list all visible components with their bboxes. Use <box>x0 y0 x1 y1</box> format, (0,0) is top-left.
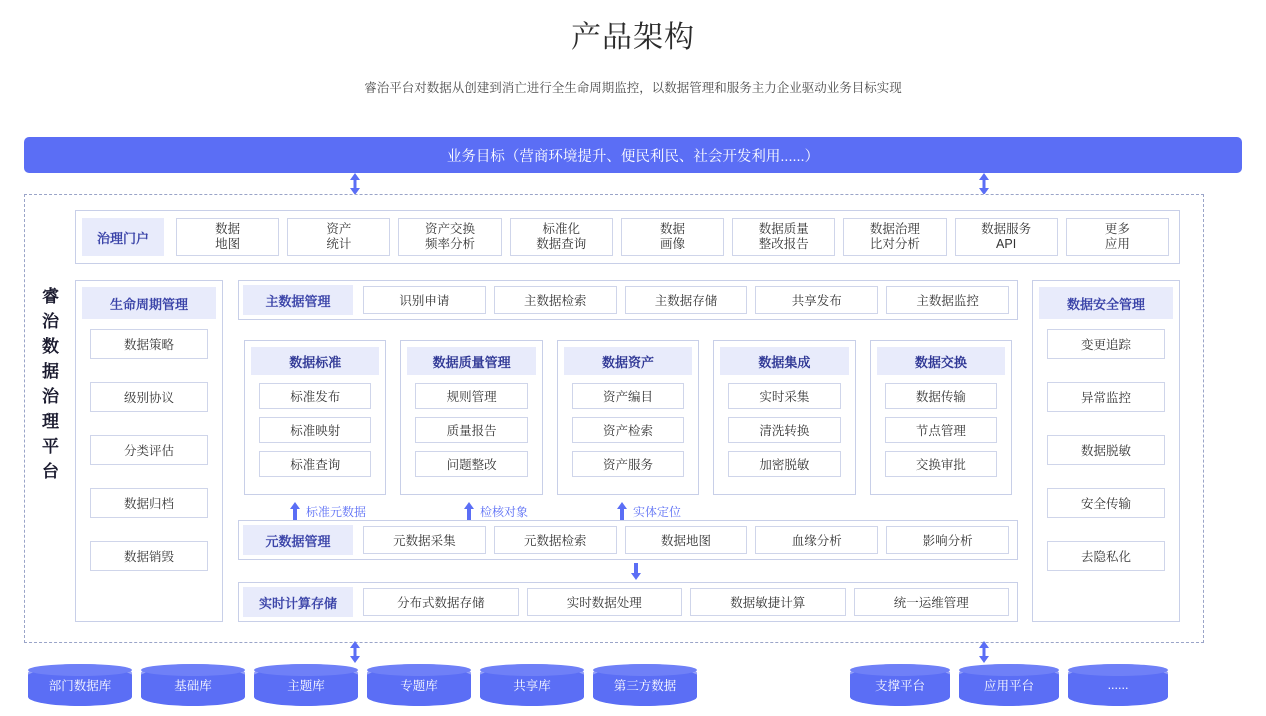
panel-data-asset <box>557 340 699 495</box>
panel-item[interactable]: 标准映射 <box>259 417 371 443</box>
page-title: 产品架构 <box>571 21 695 54</box>
governance-portal-row <box>75 210 1180 264</box>
panel-head: 数据集成 <box>720 347 848 375</box>
arrow-down-metadata-realtime <box>630 563 642 580</box>
master-data-row <box>238 280 1018 320</box>
panel-item[interactable]: 加密脱敏 <box>728 451 840 477</box>
platform-cyl-label: 支撑平台 <box>874 679 925 693</box>
data-sources-row <box>0 664 1266 716</box>
lifecycle-item[interactable]: 数据归档 <box>90 488 208 518</box>
security-item[interactable]: 异常监控 <box>1047 382 1165 412</box>
database-cylinder[interactable] <box>367 664 471 706</box>
portal-item[interactable]: 资产交换 频率分析 <box>398 218 501 256</box>
panel-item[interactable]: 数据传输 <box>885 383 997 409</box>
metadata-item[interactable]: 血缘分析 <box>755 526 878 554</box>
metadata-head: 元数据管理 <box>243 525 353 555</box>
platform-vertical-label: 睿 治 数 据 治 理 平 台 <box>42 287 60 481</box>
metadata-item[interactable]: 影响分析 <box>886 526 1009 554</box>
center-stack <box>238 280 1018 622</box>
lifecycle-item[interactable]: 分类评估 <box>90 435 208 465</box>
connector-label: 检核对象 <box>480 505 529 519</box>
database-label: 主题库 <box>287 679 325 693</box>
lifecycle-management-panel <box>75 280 223 622</box>
database-label: 专题库 <box>400 679 438 693</box>
master-data-head: 主数据管理 <box>243 285 353 315</box>
metadata-item[interactable]: 元数据采集 <box>363 526 486 554</box>
panel-data-standard <box>244 340 386 495</box>
database-label: 第三方数据 <box>613 679 677 693</box>
panel-data-exchange <box>870 340 1012 495</box>
panel-item[interactable]: 资产编目 <box>572 383 684 409</box>
platform-cylinder[interactable] <box>959 664 1059 706</box>
connector-label: 实体定位 <box>633 505 682 519</box>
panel-item[interactable]: 资产检索 <box>572 417 684 443</box>
database-label: 部门数据库 <box>48 679 112 693</box>
master-data-item[interactable]: 主数据存储 <box>625 286 748 314</box>
page-subtitle: 睿治平台对数据从创建到消亡进行全生命周期监控，以数据管理和服务主力企业驱动业务目标实现 <box>364 81 902 95</box>
realtime-compute-row <box>238 582 1018 622</box>
panel-data-quality <box>400 340 542 495</box>
master-data-item[interactable]: 主数据监控 <box>886 286 1009 314</box>
business-goal-bar <box>24 137 1242 173</box>
portal-item[interactable]: 数据治理 比对分析 <box>843 218 946 256</box>
panel-item[interactable]: 节点管理 <box>885 417 997 443</box>
panel-head: 数据资产 <box>564 347 692 375</box>
arrow-up-down-bottom-right <box>976 640 992 664</box>
database-cylinder[interactable] <box>593 664 697 706</box>
panel-head: 数据质量管理 <box>407 347 535 375</box>
security-item[interactable]: 变更追踪 <box>1047 329 1165 359</box>
portal-item[interactable]: 数据质量 整改报告 <box>732 218 835 256</box>
data-security-panel <box>1032 280 1180 622</box>
security-item[interactable]: 安全传输 <box>1047 488 1165 518</box>
realtime-item[interactable]: 实时数据处理 <box>527 588 683 616</box>
security-item[interactable]: 数据脱敏 <box>1047 435 1165 465</box>
realtime-item[interactable]: 数据敏捷计算 <box>690 588 846 616</box>
panel-item[interactable]: 标准查询 <box>259 451 371 477</box>
panel-data-integration <box>713 340 855 495</box>
security-item[interactable]: 去隐私化 <box>1047 541 1165 571</box>
business-goal-label: 业务目标（营商环境提升、便民利民、社会开发利用......） <box>446 148 820 165</box>
security-head: 数据安全管理 <box>1039 287 1173 319</box>
portal-item[interactable]: 更多 应用 <box>1066 218 1169 256</box>
arrow-up-standard-metadata <box>289 502 301 520</box>
lifecycle-item[interactable]: 数据销毁 <box>90 541 208 571</box>
platform-cyl-label: ...... <box>1107 678 1129 692</box>
architecture-diagram <box>0 12 1266 716</box>
arrow-up-quality-metadata <box>463 502 475 520</box>
panel-item[interactable]: 质量报告 <box>415 417 527 443</box>
capability-panels <box>244 340 1012 495</box>
portal-item[interactable]: 标准化 数据查询 <box>510 218 613 256</box>
panel-item[interactable]: 交换审批 <box>885 451 997 477</box>
panel-head: 数据交换 <box>877 347 1005 375</box>
platform-cyl-label: 应用平台 <box>983 679 1034 693</box>
arrow-up-down-left <box>347 172 363 196</box>
platform-cylinder[interactable] <box>1068 664 1168 706</box>
database-label: 共享库 <box>513 679 551 693</box>
arrow-up-asset-metadata <box>616 502 628 520</box>
panel-item[interactable]: 实时采集 <box>728 383 840 409</box>
metadata-management-row <box>238 520 1018 560</box>
panel-item[interactable]: 规则管理 <box>415 383 527 409</box>
panel-item[interactable]: 资产服务 <box>572 451 684 477</box>
governance-portal-head: 治理门户 <box>82 218 164 256</box>
master-data-item[interactable]: 共享发布 <box>755 286 878 314</box>
portal-item[interactable]: 数据服务 API <box>955 218 1058 256</box>
connector-label: 标准元数据 <box>306 505 367 519</box>
arrow-up-down-right <box>976 172 992 196</box>
metadata-item[interactable]: 元数据检索 <box>494 526 617 554</box>
realtime-item[interactable]: 分布式数据存储 <box>363 588 519 616</box>
platform-cylinder[interactable] <box>850 664 950 706</box>
realtime-head: 实时计算存储 <box>243 587 353 617</box>
portal-item[interactable]: 数据 画像 <box>621 218 724 256</box>
database-cylinder[interactable] <box>254 664 358 706</box>
lifecycle-item[interactable]: 级别协议 <box>90 382 208 412</box>
portal-item[interactable]: 资产 统计 <box>287 218 390 256</box>
arrow-up-down-bottom-left <box>347 640 363 664</box>
portal-item[interactable]: 数据 地图 <box>176 218 279 256</box>
metadata-item[interactable]: 数据地图 <box>625 526 748 554</box>
database-cylinder[interactable] <box>480 664 584 706</box>
database-cylinder[interactable] <box>141 664 245 706</box>
lifecycle-head: 生命周期管理 <box>82 287 216 319</box>
lifecycle-item[interactable]: 数据策略 <box>90 329 208 359</box>
database-label: 基础库 <box>174 679 212 693</box>
database-cylinder[interactable] <box>28 664 132 706</box>
panel-head: 数据标准 <box>251 347 379 375</box>
realtime-item[interactable]: 统一运维管理 <box>854 588 1010 616</box>
panel-item[interactable]: 清洗转换 <box>728 417 840 443</box>
panel-item[interactable]: 问题整改 <box>415 451 527 477</box>
master-data-item[interactable]: 识别申请 <box>363 286 486 314</box>
master-data-item[interactable]: 主数据检索 <box>494 286 617 314</box>
panel-item[interactable]: 标准发布 <box>259 383 371 409</box>
